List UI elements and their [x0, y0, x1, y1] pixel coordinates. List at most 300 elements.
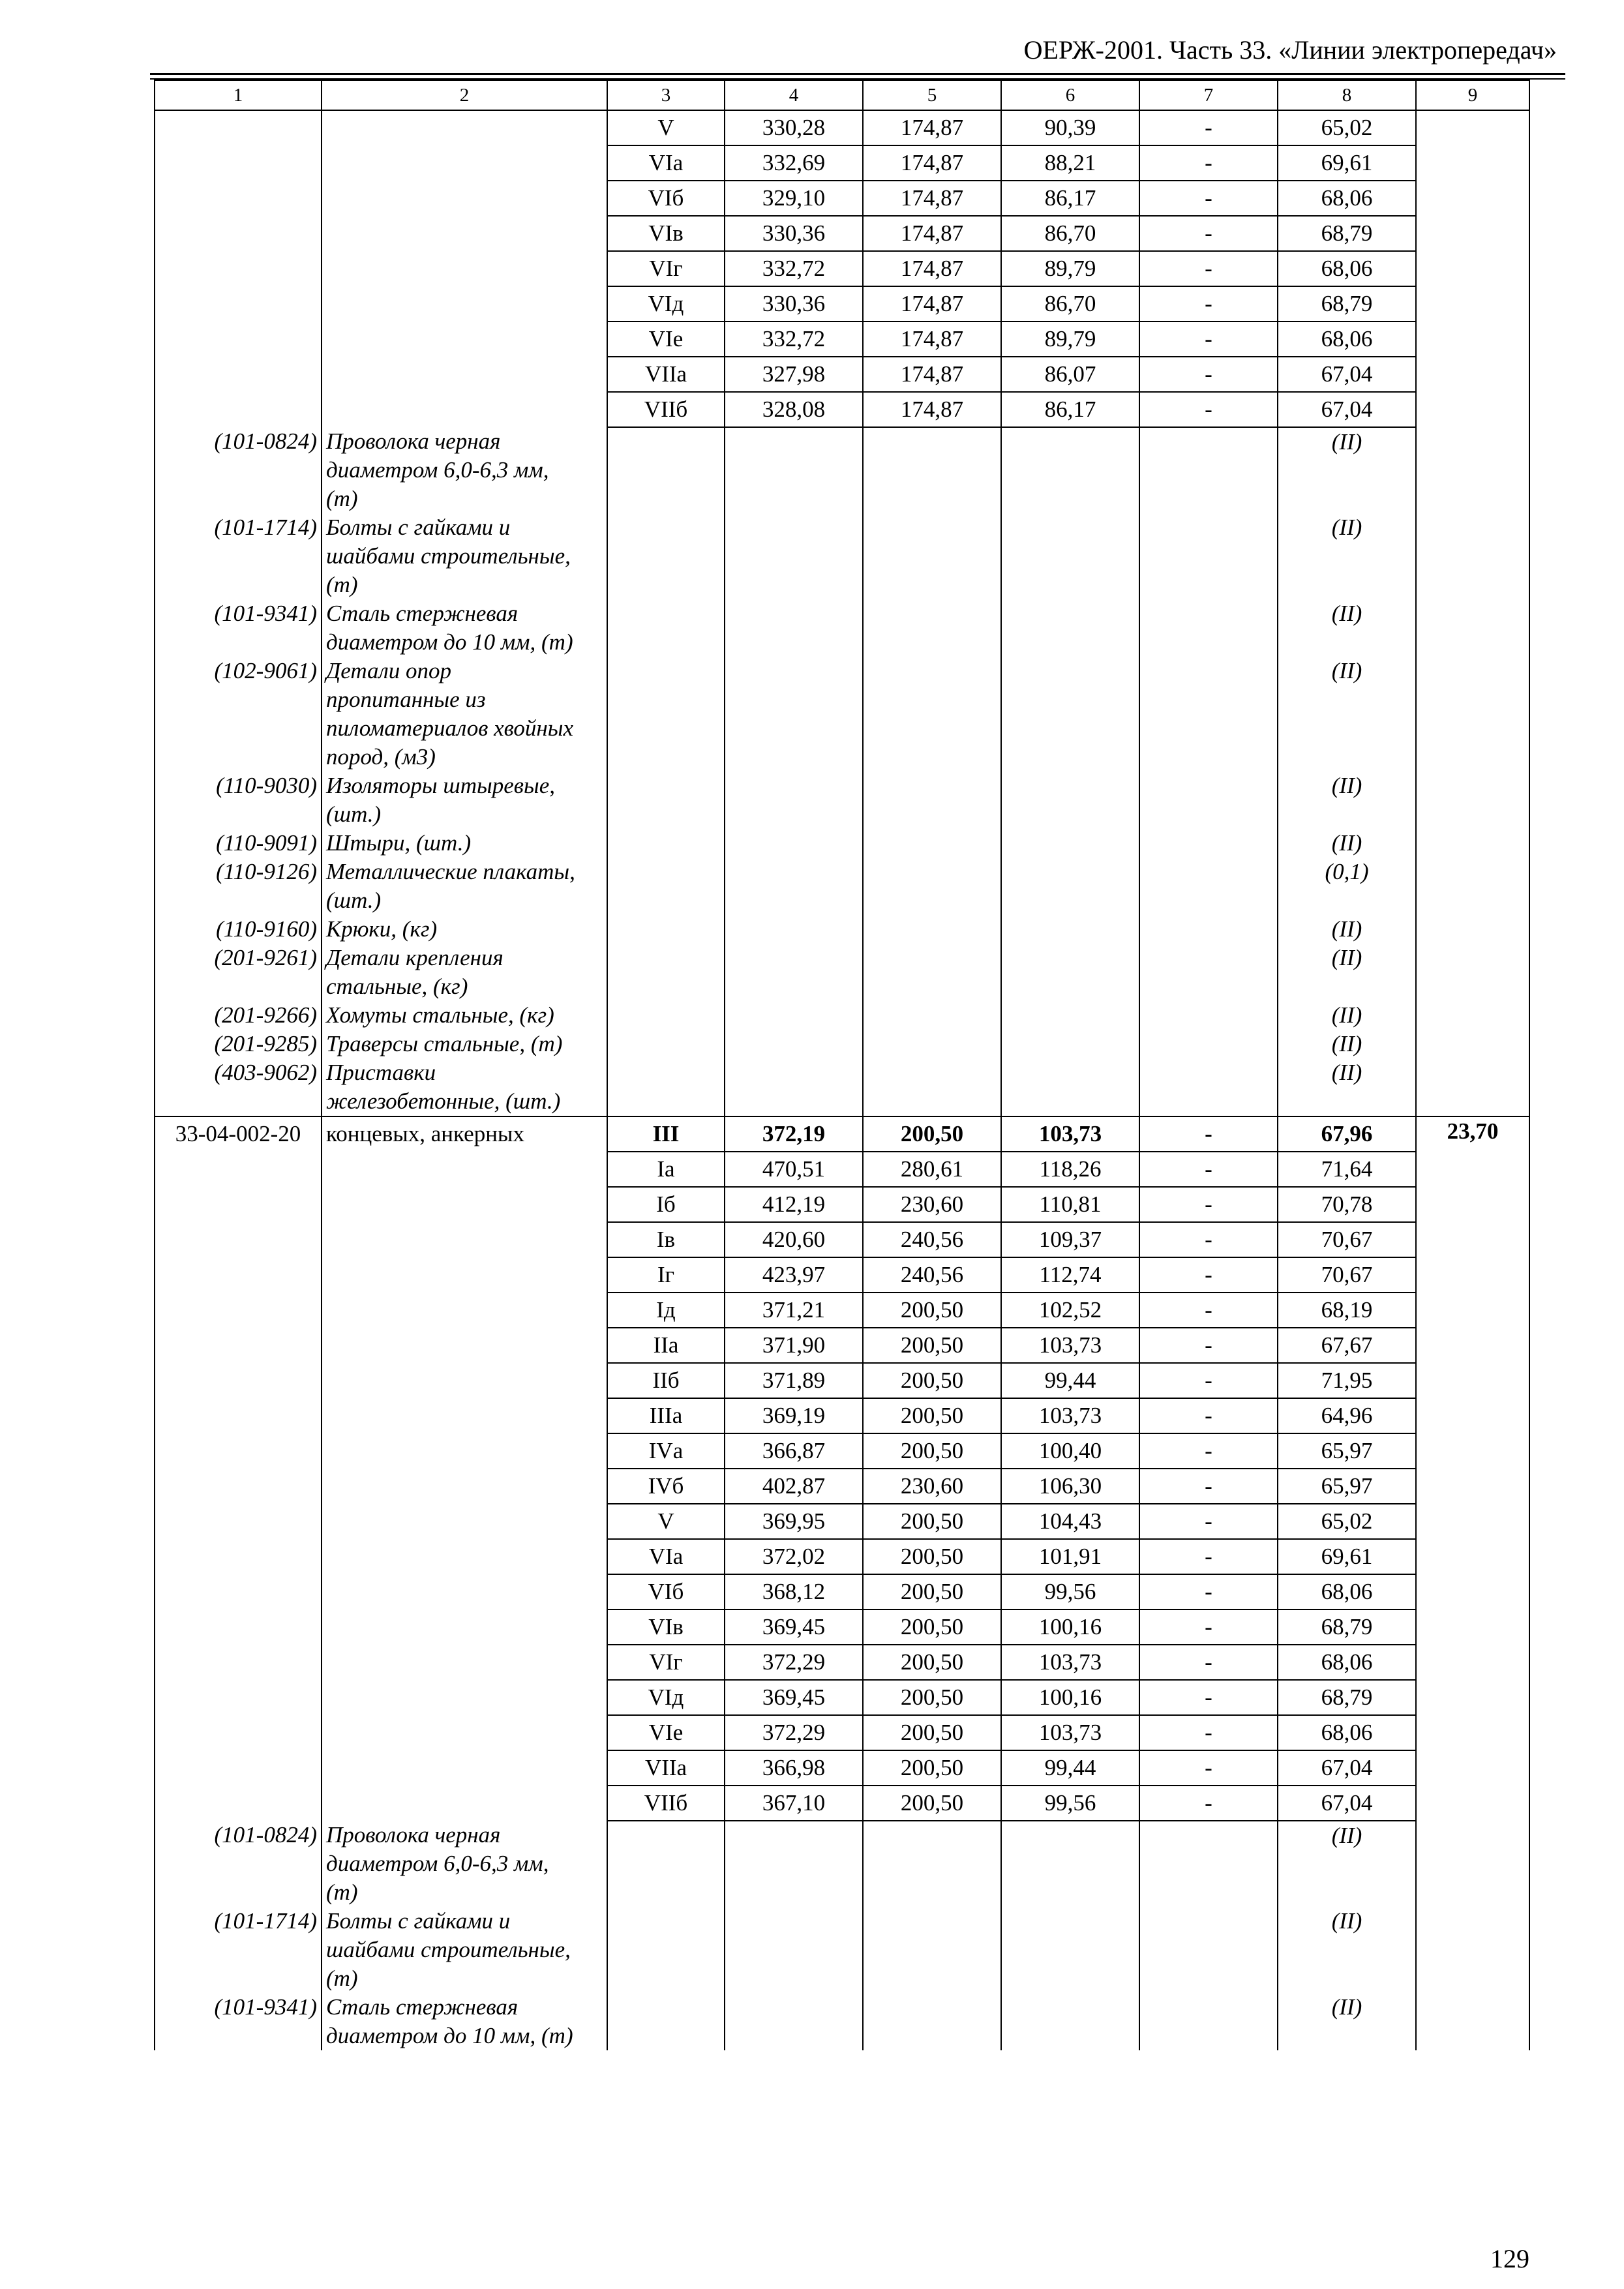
driver-wages-cell: - — [1139, 1152, 1278, 1187]
resource-row — [155, 657, 1529, 771]
machines-cell: 86,70 — [1001, 216, 1139, 251]
labor-cost-cell — [1416, 1363, 1529, 1398]
rate-code-cell — [155, 322, 322, 357]
empty-cell — [1139, 1907, 1278, 1993]
resource-row — [155, 1030, 1529, 1058]
empty-cell — [607, 1821, 725, 1907]
region-cell: IVа — [607, 1433, 725, 1469]
region-cell: VIб — [607, 1574, 725, 1609]
driver-wages-cell: - — [1139, 1786, 1278, 1821]
resource-name — [322, 829, 607, 858]
region-cell: IVб — [607, 1469, 725, 1504]
labor-cost-cell — [1416, 1539, 1529, 1574]
materials-cell: 70,67 — [1278, 1222, 1416, 1257]
empty-cell — [1139, 1821, 1278, 1907]
empty-cell — [607, 829, 725, 858]
work-name-cell — [322, 1222, 607, 1257]
empty-cell — [863, 915, 1001, 944]
empty-cell — [725, 1907, 863, 1993]
materials-cell: 68,79 — [1278, 1680, 1416, 1715]
rate-code-cell — [155, 1328, 322, 1363]
resource-name-line: диаметром 6,0-6,3 мм, — [326, 457, 549, 483]
resource-name-line: пиломатериалов хвойных — [326, 715, 574, 741]
resource-row — [155, 1821, 1529, 1907]
table-row — [155, 216, 1529, 251]
wages-cell: 174,87 — [863, 251, 1001, 286]
empty-cell — [1139, 915, 1278, 944]
empty-cell — [607, 915, 725, 944]
work-name-cell — [322, 1152, 607, 1187]
labor-cost-cell — [1416, 1398, 1529, 1433]
table-row — [155, 1433, 1529, 1469]
empty-cell — [1001, 1907, 1139, 1993]
wages-cell: 200,50 — [863, 1750, 1001, 1786]
empty-cell — [1416, 1030, 1529, 1058]
table-row — [155, 392, 1529, 427]
driver-wages-cell: - — [1139, 392, 1278, 427]
materials-cell: 69,61 — [1278, 145, 1416, 181]
resource-code: (101-0824) — [155, 427, 322, 513]
labor-cost-cell — [1416, 1786, 1529, 1821]
wages-cell: 200,50 — [863, 1645, 1001, 1680]
resource-code: (101-9341) — [155, 599, 322, 657]
rates-table-body — [155, 110, 1529, 2050]
table-row — [155, 1786, 1529, 1821]
table-row — [155, 1609, 1529, 1645]
rate-code-cell — [155, 1363, 322, 1398]
labor-cost-cell — [1416, 1715, 1529, 1750]
materials-cell: 67,04 — [1278, 1786, 1416, 1821]
empty-cell — [1001, 829, 1139, 858]
page-number: 129 — [1490, 2244, 1529, 2273]
region-cell: VIIб — [607, 392, 725, 427]
empty-cell — [1001, 1058, 1139, 1116]
total-cost-cell: 327,98 — [725, 357, 863, 392]
wages-cell: 174,87 — [863, 216, 1001, 251]
table-row — [155, 1222, 1529, 1257]
resource-row — [155, 829, 1529, 858]
resource-row — [155, 1001, 1529, 1030]
rate-code-cell — [155, 1645, 322, 1680]
resource-value: (II) — [1278, 1030, 1416, 1058]
resource-value: (II) — [1278, 944, 1416, 1001]
work-name-cell — [322, 1750, 607, 1786]
materials-cell: 68,06 — [1278, 1574, 1416, 1609]
machines-cell: 118,26 — [1001, 1152, 1139, 1187]
machines-cell: 86,17 — [1001, 392, 1139, 427]
resource-code: (101-1714) — [155, 1907, 322, 1993]
empty-cell — [1416, 829, 1529, 858]
materials-cell: 68,06 — [1278, 181, 1416, 216]
total-cost-cell: 470,51 — [725, 1152, 863, 1187]
materials-cell: 65,02 — [1278, 1504, 1416, 1539]
empty-cell — [1001, 657, 1139, 771]
resource-name-line: Болты с гайками и — [326, 515, 511, 540]
work-name-cell — [322, 392, 607, 427]
resource-code: (403-9062) — [155, 1058, 322, 1116]
rate-code-cell — [155, 1398, 322, 1433]
empty-cell — [1416, 599, 1529, 657]
rate-code-cell — [155, 1680, 322, 1715]
labor-cost-cell — [1416, 286, 1529, 322]
wages-cell: 240,56 — [863, 1257, 1001, 1293]
resource-name-line: Изоляторы штыревые, — [326, 773, 555, 798]
resource-name-line: (шт.) — [326, 888, 382, 913]
work-name-cell — [322, 357, 607, 392]
materials-cell: 68,06 — [1278, 322, 1416, 357]
resource-name-line: (т) — [326, 1966, 358, 1991]
rate-code-cell — [155, 1187, 322, 1222]
column-header: 4 — [725, 80, 863, 110]
rate-code-cell — [155, 181, 322, 216]
driver-wages-cell: - — [1139, 286, 1278, 322]
labor-cost-cell — [1416, 1293, 1529, 1328]
empty-cell — [725, 513, 863, 599]
resource-row — [155, 915, 1529, 944]
resource-name — [322, 1001, 607, 1030]
total-cost-cell: 330,36 — [725, 286, 863, 322]
resource-row — [155, 771, 1529, 829]
empty-cell — [1416, 513, 1529, 599]
resource-name-line: (т) — [326, 1879, 358, 1905]
region-cell: VIб — [607, 181, 725, 216]
driver-wages-cell: - — [1139, 1116, 1278, 1152]
empty-cell — [1001, 858, 1139, 915]
empty-cell — [725, 599, 863, 657]
driver-wages-cell: - — [1139, 1293, 1278, 1328]
total-cost-cell: 402,87 — [725, 1469, 863, 1504]
labor-cost-cell — [1416, 1574, 1529, 1609]
resource-name-line: (т) — [326, 486, 358, 511]
empty-cell — [1001, 944, 1139, 1001]
empty-cell — [1139, 771, 1278, 829]
resource-name-line: Проволока черная — [326, 428, 501, 454]
empty-cell — [1416, 427, 1529, 513]
materials-cell: 65,97 — [1278, 1433, 1416, 1469]
resource-name-line: шайбами строительные, — [326, 543, 571, 569]
empty-cell — [1416, 1058, 1529, 1116]
resource-name-line: Болты с гайками и — [326, 1908, 511, 1934]
region-cell: VIIа — [607, 1750, 725, 1786]
machines-cell: 89,79 — [1001, 322, 1139, 357]
machines-cell: 99,56 — [1001, 1574, 1139, 1609]
resource-value: (II) — [1278, 1821, 1416, 1907]
resource-code: (110-9091) — [155, 829, 322, 858]
region-cell: Iб — [607, 1187, 725, 1222]
empty-cell — [725, 657, 863, 771]
wages-cell: 174,87 — [863, 110, 1001, 145]
resource-value: (II) — [1278, 829, 1416, 858]
table-row — [155, 1398, 1529, 1433]
resource-name — [322, 1907, 607, 1993]
empty-cell — [863, 1993, 1001, 2050]
region-cell: VIа — [607, 1539, 725, 1574]
resource-row — [155, 944, 1529, 1001]
page-header-title: ОЕРЖ-2001. Часть 33. «Линии электропередач» — [1023, 35, 1557, 65]
resource-value: (II) — [1278, 1058, 1416, 1116]
materials-cell: 65,02 — [1278, 110, 1416, 145]
empty-cell — [725, 1058, 863, 1116]
resource-value: (II) — [1278, 1907, 1416, 1993]
total-cost-cell: 369,45 — [725, 1680, 863, 1715]
materials-cell: 65,97 — [1278, 1469, 1416, 1504]
total-cost-cell: 369,19 — [725, 1398, 863, 1433]
work-name-cell — [322, 1257, 607, 1293]
region-cell: VIIа — [607, 357, 725, 392]
empty-cell — [863, 513, 1001, 599]
driver-wages-cell: - — [1139, 1680, 1278, 1715]
total-cost-cell: 423,97 — [725, 1257, 863, 1293]
column-header: 7 — [1139, 80, 1278, 110]
empty-cell — [1139, 944, 1278, 1001]
empty-cell — [607, 1058, 725, 1116]
empty-cell — [1416, 858, 1529, 915]
resource-row — [155, 427, 1529, 513]
resource-code: (201-9285) — [155, 1030, 322, 1058]
empty-cell — [863, 771, 1001, 829]
driver-wages-cell: - — [1139, 1574, 1278, 1609]
wages-cell: 174,87 — [863, 286, 1001, 322]
wages-cell: 174,87 — [863, 322, 1001, 357]
region-cell: Iд — [607, 1293, 725, 1328]
empty-cell — [725, 771, 863, 829]
resource-code: (101-1714) — [155, 513, 322, 599]
region-cell: VIв — [607, 1609, 725, 1645]
total-cost-cell: 371,89 — [725, 1363, 863, 1398]
resource-name-line: диаметром до 10 мм, (т) — [326, 629, 573, 655]
labor-cost-cell — [1416, 251, 1529, 286]
empty-cell — [1001, 1821, 1139, 1907]
empty-cell — [607, 771, 725, 829]
column-header: 1 — [155, 80, 322, 110]
column-header: 8 — [1278, 80, 1416, 110]
wages-cell: 200,50 — [863, 1574, 1001, 1609]
machines-cell: 100,40 — [1001, 1433, 1139, 1469]
labor-cost-cell — [1416, 181, 1529, 216]
driver-wages-cell: - — [1139, 1363, 1278, 1398]
work-name-cell — [322, 1574, 607, 1609]
driver-wages-cell: - — [1139, 322, 1278, 357]
total-cost-cell: 368,12 — [725, 1574, 863, 1609]
resource-name-line: Штыри, (шт.) — [326, 830, 472, 856]
driver-wages-cell: - — [1139, 1433, 1278, 1469]
total-cost-cell: 330,28 — [725, 110, 863, 145]
materials-cell: 70,78 — [1278, 1187, 1416, 1222]
labor-cost-cell — [1416, 322, 1529, 357]
work-name-cell — [322, 1645, 607, 1680]
resource-name — [322, 858, 607, 915]
resource-code: (110-9160) — [155, 915, 322, 944]
region-cell: VIа — [607, 145, 725, 181]
resource-name — [322, 513, 607, 599]
work-name-cell — [322, 1433, 607, 1469]
region-cell: Iа — [607, 1152, 725, 1187]
driver-wages-cell: - — [1139, 145, 1278, 181]
empty-cell — [607, 944, 725, 1001]
table-row — [155, 1363, 1529, 1398]
region-cell: Iв — [607, 1222, 725, 1257]
rates-table — [154, 80, 1530, 2050]
driver-wages-cell: - — [1139, 1609, 1278, 1645]
empty-cell — [863, 858, 1001, 915]
resource-name-line: пропитанные из — [326, 687, 486, 712]
labor-cost-cell — [1416, 216, 1529, 251]
column-header: 6 — [1001, 80, 1139, 110]
resource-name-line: Хомуты стальные, (кг) — [326, 1002, 554, 1028]
region-cell: VIг — [607, 251, 725, 286]
resource-name-line: Проволока черная — [326, 1822, 501, 1848]
materials-cell: 68,19 — [1278, 1293, 1416, 1328]
empty-cell — [863, 1030, 1001, 1058]
rate-code-cell — [155, 357, 322, 392]
region-cell: III — [607, 1116, 725, 1152]
resource-code: (201-9261) — [155, 944, 322, 1001]
work-name-cell — [322, 1328, 607, 1363]
total-cost-cell: 371,21 — [725, 1293, 863, 1328]
driver-wages-cell: - — [1139, 1222, 1278, 1257]
materials-cell: 70,67 — [1278, 1257, 1416, 1293]
work-name-cell — [322, 1504, 607, 1539]
empty-cell — [1001, 599, 1139, 657]
empty-cell — [863, 1907, 1001, 1993]
labor-cost-cell — [1416, 1504, 1529, 1539]
wages-cell: 230,60 — [863, 1187, 1001, 1222]
work-name-cell — [322, 1293, 607, 1328]
wages-cell: 200,50 — [863, 1293, 1001, 1328]
driver-wages-cell: - — [1139, 110, 1278, 145]
resource-name — [322, 427, 607, 513]
work-name-cell — [322, 286, 607, 322]
wages-cell: 200,50 — [863, 1504, 1001, 1539]
resource-code: (101-9341) — [155, 1993, 322, 2050]
total-cost-cell: 328,08 — [725, 392, 863, 427]
empty-cell — [863, 944, 1001, 1001]
work-name-cell — [322, 1609, 607, 1645]
driver-wages-cell: - — [1139, 251, 1278, 286]
resource-name-line: диаметром до 10 мм, (т) — [326, 2023, 573, 2048]
resource-name-line: железобетонные, (шт.) — [326, 1088, 561, 1114]
materials-cell: 68,06 — [1278, 251, 1416, 286]
region-cell: V — [607, 1504, 725, 1539]
driver-wages-cell: - — [1139, 1469, 1278, 1504]
driver-wages-cell: - — [1139, 1539, 1278, 1574]
resource-value: (II) — [1278, 599, 1416, 657]
materials-cell: 67,04 — [1278, 1750, 1416, 1786]
region-cell: VIв — [607, 216, 725, 251]
wages-cell: 230,60 — [863, 1469, 1001, 1504]
labor-cost-cell — [1416, 1680, 1529, 1715]
rate-code-cell — [155, 216, 322, 251]
region-cell: VIг — [607, 1645, 725, 1680]
wages-cell: 200,50 — [863, 1609, 1001, 1645]
total-cost-cell: 330,36 — [725, 216, 863, 251]
empty-cell — [725, 1821, 863, 1907]
work-name-cell — [322, 322, 607, 357]
driver-wages-cell: - — [1139, 1328, 1278, 1363]
rate-code-cell — [155, 1609, 322, 1645]
resource-name — [322, 599, 607, 657]
driver-wages-cell: - — [1139, 216, 1278, 251]
table-row — [155, 1187, 1529, 1222]
column-header: 3 — [607, 80, 725, 110]
empty-cell — [1139, 858, 1278, 915]
resource-value: (II) — [1278, 513, 1416, 599]
total-cost-cell: 420,60 — [725, 1222, 863, 1257]
resource-name — [322, 1058, 607, 1116]
table-row — [155, 1645, 1529, 1680]
total-cost-cell: 372,02 — [725, 1539, 863, 1574]
empty-cell — [1001, 513, 1139, 599]
empty-cell — [1139, 829, 1278, 858]
rate-code-cell: 33-04-002-20 — [155, 1116, 322, 1152]
empty-cell — [725, 1030, 863, 1058]
resource-row — [155, 1907, 1529, 1993]
rate-code-cell — [155, 1504, 322, 1539]
empty-cell — [1416, 1821, 1529, 1907]
total-cost-cell: 332,72 — [725, 322, 863, 357]
table-row — [155, 1750, 1529, 1786]
empty-cell — [1139, 599, 1278, 657]
rate-code-cell — [155, 1469, 322, 1504]
table-row — [155, 1504, 1529, 1539]
resource-name-line: (т) — [326, 572, 358, 597]
wages-cell: 174,87 — [863, 357, 1001, 392]
table-row — [155, 1469, 1529, 1504]
resource-name-line: пород, (м3) — [326, 744, 436, 770]
machines-cell: 99,44 — [1001, 1750, 1139, 1786]
empty-cell — [607, 427, 725, 513]
wages-cell: 174,87 — [863, 392, 1001, 427]
wages-cell: 280,61 — [863, 1152, 1001, 1187]
labor-cost-cell — [1416, 392, 1529, 427]
resource-name — [322, 1030, 607, 1058]
resource-name-line: Сталь стержневая — [326, 1994, 519, 2020]
machines-cell: 103,73 — [1001, 1715, 1139, 1750]
machines-cell: 88,21 — [1001, 145, 1139, 181]
resource-code: (102-9061) — [155, 657, 322, 771]
table-row — [155, 145, 1529, 181]
labor-cost-cell — [1416, 1645, 1529, 1680]
materials-cell: 68,06 — [1278, 1715, 1416, 1750]
region-cell: Iг — [607, 1257, 725, 1293]
total-cost-cell: 371,90 — [725, 1328, 863, 1363]
resource-value: (II) — [1278, 915, 1416, 944]
empty-cell — [1001, 1030, 1139, 1058]
empty-cell — [863, 829, 1001, 858]
resource-name — [322, 1821, 607, 1907]
materials-cell: 68,06 — [1278, 1645, 1416, 1680]
column-header: 9 — [1416, 80, 1529, 110]
rate-code-cell — [155, 145, 322, 181]
machines-cell: 104,43 — [1001, 1504, 1139, 1539]
region-cell: VIд — [607, 1680, 725, 1715]
region-cell: VIе — [607, 322, 725, 357]
column-header: 5 — [863, 80, 1001, 110]
empty-cell — [607, 1001, 725, 1030]
work-name-cell — [322, 181, 607, 216]
empty-cell — [1416, 1993, 1529, 2050]
region-cell: VIIб — [607, 1786, 725, 1821]
table-row — [155, 322, 1529, 357]
table-row — [155, 1539, 1529, 1574]
empty-cell — [1139, 1993, 1278, 2050]
rate-code-cell — [155, 1750, 322, 1786]
empty-cell — [863, 427, 1001, 513]
machines-cell: 106,30 — [1001, 1469, 1139, 1504]
empty-cell — [725, 944, 863, 1001]
resource-value: (II) — [1278, 657, 1416, 771]
empty-cell — [1139, 1058, 1278, 1116]
